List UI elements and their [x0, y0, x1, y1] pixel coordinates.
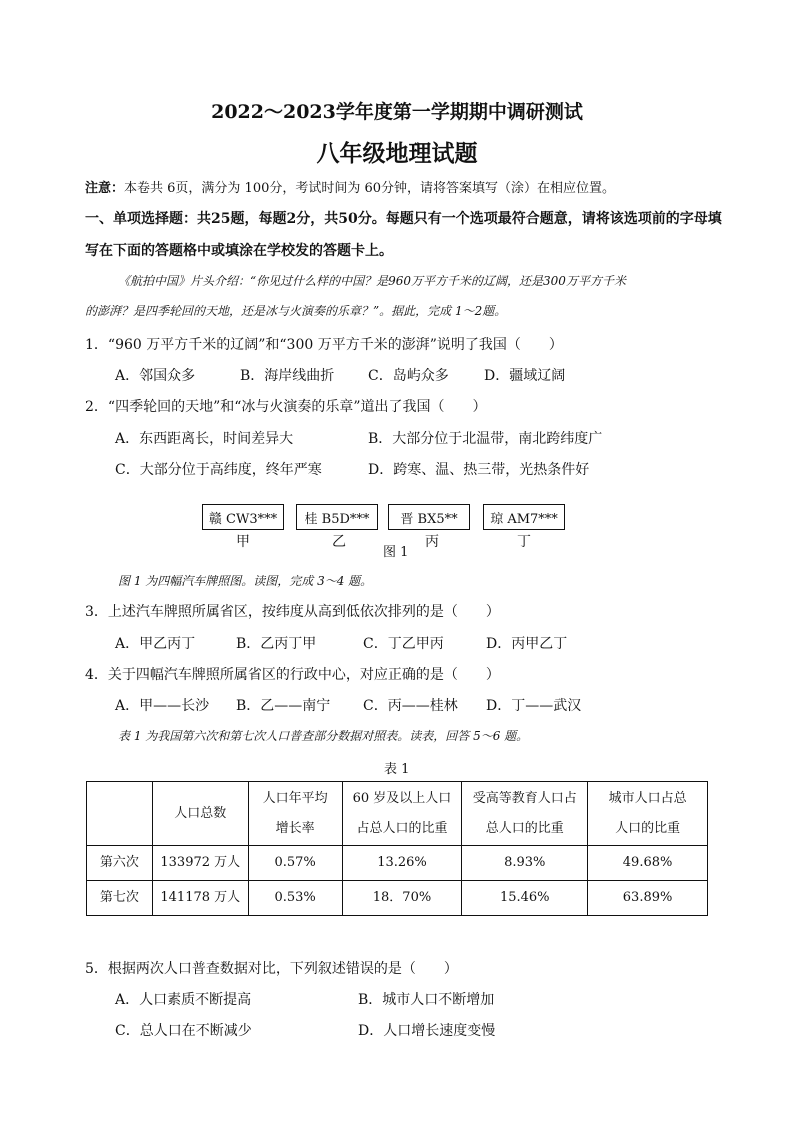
- notice-text: 本卷共 6页，满分为 100分，考试时间为 60分钟，请将答案填写（涂）在相应位置。: [124, 181, 616, 196]
- table-cell: 18．70%: [342, 881, 462, 916]
- q1-option-b: B．海岸线曲折: [240, 368, 335, 384]
- section1-line1: 一、单项选择题：共25题，每题2分，共50分。每题只有一个选项最符合题意，请将该选项前的字母填: [85, 211, 722, 227]
- plate-label-jia: 甲: [236, 534, 250, 550]
- q5-stem: 5．根据两次人口普查数据对比，下列叙述错误的是（ ）: [85, 961, 458, 977]
- plate-label-yi: 乙: [332, 534, 346, 550]
- table-cell: 0.53%: [248, 881, 342, 916]
- q3-option-d: D．丙甲乙丁: [486, 636, 568, 652]
- q5-option-b: B．城市人口不断增加: [358, 992, 495, 1008]
- table-cell: 63.89%: [588, 881, 708, 916]
- q2-option-d: D．跨寒、温、热三带，光热条件好: [368, 462, 590, 478]
- license-plate-yi: 桂 B5D***: [296, 504, 378, 530]
- q1-option-c: C．岛屿众多: [368, 368, 449, 384]
- license-plate-ding: 琼 AM7***: [483, 504, 565, 530]
- q3-option-c: C．丁乙甲丙: [363, 636, 444, 652]
- plate-label-ding: 丁: [517, 534, 531, 550]
- notice-label: 注意：: [85, 181, 125, 196]
- plate-label-bing: 丙: [425, 534, 439, 550]
- table1-intro: 表 1 为我国第六次和第七次人口普查部分数据对照表。读表，回答 5～6 题。: [118, 729, 529, 743]
- q2-option-c: C．大部分位于高纬度，终年严寒: [115, 462, 322, 478]
- table-cell: 141178 万人: [152, 881, 248, 916]
- table-row-label: 第七次: [87, 881, 153, 916]
- q4-option-d: D．丁——武汉: [486, 698, 582, 714]
- table-cell: 15.46%: [462, 881, 588, 916]
- q3-option-a: A．甲乙丙丁: [115, 636, 196, 652]
- q5-option-d: D．人口增长速度变慢: [358, 1023, 496, 1039]
- q1-option-d: D．疆域辽阔: [484, 368, 566, 384]
- q1-stem: 1．“960 万平方千米的辽阔”和“300 万平方千米的澎湃”说明了我国（ ）: [85, 337, 563, 353]
- q1-option-a: A．邻国众多: [115, 368, 196, 384]
- q3-option-b: B．乙丙丁甲: [236, 636, 317, 652]
- q4-option-b: B．乙——南宁: [236, 698, 331, 714]
- table-header-cell: 受高等教育人口占 总人口的比重: [462, 782, 588, 846]
- figure1-caption: 图 1: [383, 545, 409, 560]
- intro1-line2: 的澎湃？是四季轮回的天地，还是冰与火演奏的乐章？”。据此，完成 1～2题。: [85, 304, 507, 318]
- table-header-row: [87, 782, 708, 846]
- table-header-cell: 人口年平均 增长率: [248, 782, 342, 846]
- q4-option-c: C．丙——桂林: [363, 698, 458, 714]
- table-cell: 0.57%: [248, 846, 342, 881]
- table-row: [87, 881, 708, 916]
- figure1-description: 图 1 为四幅汽车牌照图。读图，完成 3～4 题。: [118, 574, 373, 588]
- table-cell: 13.26%: [342, 846, 462, 881]
- table-header-cell: 人口总数: [152, 782, 248, 846]
- table1-caption: 表 1: [384, 762, 410, 777]
- table-corner-cell: [87, 782, 153, 846]
- table-cell: 49.68%: [588, 846, 708, 881]
- section1-line2: 写在下面的答题格中或填涂在学校发的答题卡上。: [85, 243, 393, 259]
- q4-stem: 4．关于四幅汽车牌照所属省区的行政中心，对应正确的是（ ）: [85, 667, 500, 683]
- q4-option-a: A．甲——长沙: [115, 698, 210, 714]
- license-plate-jia: 赣 CW3***: [202, 504, 284, 530]
- exam-subtitle: 八年级地理试题: [316, 140, 478, 167]
- table-cell: 133972 万人: [152, 846, 248, 881]
- q2-option-a: A．东西距离长，时间差异大: [115, 431, 294, 447]
- intro1-line1: 《航拍中国》片头介绍：“你见过什么样的中国？是960万平方千米的辽阔，还是300万平方千米: [118, 274, 626, 288]
- notice: [85, 177, 615, 196]
- q5-option-a: A．人口素质不断提高: [115, 992, 252, 1008]
- q2-option-b: B．大部分位于北温带，南北跨纬度广: [368, 431, 603, 447]
- census-table: [86, 781, 708, 916]
- table-row-label: 第六次: [87, 846, 153, 881]
- q5-option-c: C．总人口在不断减少: [115, 1023, 252, 1039]
- exam-title: 2022～2023学年度第一学期期中调研测试: [211, 101, 583, 123]
- q2-stem: 2．“四季轮回的天地”和“冰与火演奏的乐章”道出了我国（ ）: [85, 399, 487, 415]
- table-cell: 8.93%: [462, 846, 588, 881]
- table-row: [87, 846, 708, 881]
- license-plate-bing: 晋 BX5**: [388, 504, 470, 530]
- table-header-cell: 60 岁及以上人口 占总人口的比重: [342, 782, 462, 846]
- table-header-cell: 城市人口占总 人口的比重: [588, 782, 708, 846]
- q3-stem: 3．上述汽车牌照所属省区，按纬度从高到低依次排列的是（ ）: [85, 604, 500, 620]
